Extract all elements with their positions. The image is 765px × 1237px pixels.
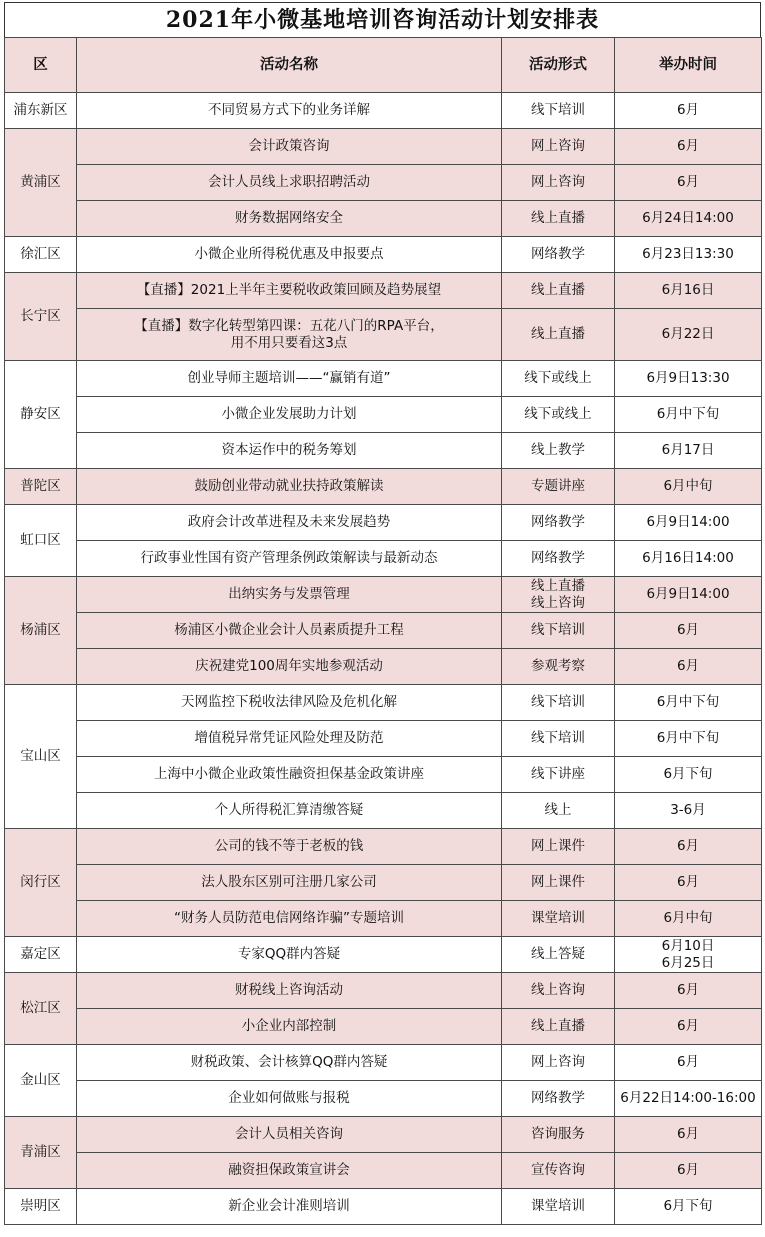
table-row [5,1045,762,1081]
activity-form-cell: 专题讲座 [502,469,615,505]
header-region: 区 [5,38,77,93]
activity-name-cell: 政府会计改革进程及未来发展趋势 [77,505,502,541]
activity-time-cell: 6月9日14:00 [615,577,762,613]
activity-name-cell: 【直播】数字化转型第四课：五花八门的RPA平台， 用不用只要看这3点 [77,309,502,361]
activity-name-cell: 天网监控下税收法律风险及危机化解 [77,685,502,721]
activity-name-cell: 【直播】2021上半年主要税收政策回顾及趋势展望 [77,273,502,309]
table-row [5,129,762,165]
activity-time-cell: 6月 [615,1045,762,1081]
activity-time-cell: 6月 [615,93,762,129]
header-activity-name: 活动名称 [77,38,502,93]
region-cell: 普陀区 [5,469,77,505]
activity-form-cell: 网络教学 [502,237,615,273]
region-cell: 虹口区 [5,505,77,577]
activity-time-cell: 6月9日13:30 [615,361,762,397]
activity-name-cell: 企业如何做账与报税 [77,1081,502,1117]
activity-form-cell: 线下培训 [502,93,615,129]
activity-time-cell: 3-6月 [615,793,762,829]
header-activity-form: 活动形式 [502,38,615,93]
activity-time-cell: 6月22日 [615,309,762,361]
activity-form-cell: 线上答疑 [502,937,615,973]
activity-name-cell: 鼓励创业带动就业扶持政策解读 [77,469,502,505]
table-body [5,93,762,1225]
table-row [5,685,762,721]
activity-name-cell: 公司的钱不等于老板的钱 [77,829,502,865]
region-cell: 闵行区 [5,829,77,937]
activity-form-cell: 宣传咨询 [502,1153,615,1189]
activity-name-cell: 创业导师主题培训——“赢销有道” [77,361,502,397]
table-row [5,1081,762,1117]
activity-name-cell: 杨浦区小微企业会计人员素质提升工程 [77,613,502,649]
activity-time-cell: 6月 [615,165,762,201]
region-cell: 宝山区 [5,685,77,829]
schedule-table [4,37,762,1225]
table-row [5,577,762,613]
activity-time-cell: 6月 [615,829,762,865]
activity-form-cell: 线下培训 [502,685,615,721]
activity-time-cell: 6月中旬 [615,469,762,505]
activity-form-cell: 网上咨询 [502,129,615,165]
table-row [5,93,762,129]
activity-name-cell: 财务数据网络安全 [77,201,502,237]
activity-name-cell: 个人所得税汇算清缴答疑 [77,793,502,829]
activity-name-cell: 新企业会计准则培训 [77,1189,502,1225]
activity-form-cell: 线下培训 [502,613,615,649]
activity-time-cell: 6月中下旬 [615,685,762,721]
activity-form-cell: 网络教学 [502,541,615,577]
table-row [5,165,762,201]
activity-form-cell: 线上咨询 [502,973,615,1009]
table-row [5,1009,762,1045]
activity-form-cell: 线上直播 [502,273,615,309]
activity-time-cell: 6月 [615,613,762,649]
sheet-title: 2021年小微基地培训咨询活动计划安排表 [4,2,761,37]
table-row [5,865,762,901]
table-row [5,201,762,237]
activity-name-cell: 资本运作中的税务筹划 [77,433,502,469]
header-time: 举办时间 [615,38,762,93]
activity-time-cell: 6月22日14:00-16:00 [615,1081,762,1117]
activity-time-cell: 6月 [615,973,762,1009]
activity-form-cell: 网上课件 [502,829,615,865]
table-row [5,309,762,361]
table-row [5,397,762,433]
activity-form-cell: 网络教学 [502,505,615,541]
activity-name-cell: 庆祝建党100周年实地参观活动 [77,649,502,685]
table-row [5,541,762,577]
table-row [5,361,762,397]
table-row [5,613,762,649]
activity-time-cell: 6月下旬 [615,1189,762,1225]
activity-form-cell: 网上课件 [502,865,615,901]
table-row [5,793,762,829]
activity-time-cell: 6月 [615,1117,762,1153]
activity-name-cell: “财务人员防范电信网络诈骗”专题培训 [77,901,502,937]
activity-form-cell: 课堂培训 [502,901,615,937]
table-row [5,1117,762,1153]
activity-time-cell: 6月9日14:00 [615,505,762,541]
activity-name-cell: 融资担保政策宣讲会 [77,1153,502,1189]
region-cell: 杨浦区 [5,577,77,685]
activity-form-cell: 线上教学 [502,433,615,469]
activity-form-cell: 线下讲座 [502,757,615,793]
region-cell: 青浦区 [5,1117,77,1189]
activity-time-cell: 6月24日14:00 [615,201,762,237]
activity-form-cell: 线下或线上 [502,361,615,397]
activity-name-cell: 上海中小微企业政策性融资担保基金政策讲座 [77,757,502,793]
activity-time-cell: 6月下旬 [615,757,762,793]
activity-time-cell: 6月10日 6月25日 [615,937,762,973]
activity-form-cell: 网络教学 [502,1081,615,1117]
activity-form-cell: 网上咨询 [502,1045,615,1081]
table-row [5,829,762,865]
activity-form-cell: 参观考察 [502,649,615,685]
activity-name-cell: 不同贸易方式下的业务详解 [77,93,502,129]
activity-name-cell: 财税线上咨询活动 [77,973,502,1009]
region-cell: 松江区 [5,973,77,1045]
region-cell: 黄浦区 [5,129,77,237]
table-row [5,901,762,937]
activity-form-cell: 线下或线上 [502,397,615,433]
table-row [5,721,762,757]
activity-time-cell: 6月16日14:00 [615,541,762,577]
activity-time-cell: 6月16日 [615,273,762,309]
activity-name-cell: 小微企业所得税优惠及申报要点 [77,237,502,273]
activity-form-cell: 课堂培训 [502,1189,615,1225]
activity-form-cell: 线下培训 [502,721,615,757]
activity-form-cell: 线上直播 线上咨询 [502,577,615,613]
activity-time-cell: 6月 [615,1153,762,1189]
table-row [5,757,762,793]
table-row [5,1189,762,1225]
region-cell: 嘉定区 [5,937,77,973]
table-row [5,237,762,273]
table-row [5,649,762,685]
region-cell: 长宁区 [5,273,77,361]
activity-name-cell: 会计人员线上求职招聘活动 [77,165,502,201]
activity-name-cell: 会计政策咨询 [77,129,502,165]
activity-time-cell: 6月 [615,129,762,165]
activity-time-cell: 6月中下旬 [615,397,762,433]
table-row [5,973,762,1009]
activity-name-cell: 会计人员相关咨询 [77,1117,502,1153]
activity-time-cell: 6月 [615,865,762,901]
activity-form-cell: 咨询服务 [502,1117,615,1153]
table-row [5,273,762,309]
activity-name-cell: 法人股东区别可注册几家公司 [77,865,502,901]
activity-name-cell: 专家QQ群内答疑 [77,937,502,973]
activity-time-cell: 6月 [615,1009,762,1045]
table-header-row [5,38,762,93]
activity-name-cell: 出纳实务与发票管理 [77,577,502,613]
activity-time-cell: 6月 [615,649,762,685]
region-cell: 金山区 [5,1045,77,1117]
activity-name-cell: 增值税异常凭证风险处理及防范 [77,721,502,757]
activity-name-cell: 小微企业发展助力计划 [77,397,502,433]
activity-form-cell: 线上直播 [502,201,615,237]
table-row [5,937,762,973]
activity-form-cell: 网上咨询 [502,165,615,201]
activity-form-cell: 线上 [502,793,615,829]
table-row [5,433,762,469]
table-row [5,469,762,505]
activity-time-cell: 6月中下旬 [615,721,762,757]
table-row [5,505,762,541]
activity-time-cell: 6月23日13:30 [615,237,762,273]
table-row [5,1153,762,1189]
region-cell: 浦东新区 [5,93,77,129]
activity-name-cell: 财税政策、会计核算QQ群内答疑 [77,1045,502,1081]
activity-form-cell: 线上直播 [502,1009,615,1045]
activity-name-cell: 行政事业性国有资产管理条例政策解读与最新动态 [77,541,502,577]
activity-time-cell: 6月17日 [615,433,762,469]
schedule-sheet [4,2,761,1225]
region-cell: 徐汇区 [5,237,77,273]
activity-name-cell: 小企业内部控制 [77,1009,502,1045]
activity-time-cell: 6月中旬 [615,901,762,937]
activity-form-cell: 线上直播 [502,309,615,361]
region-cell: 静安区 [5,361,77,469]
region-cell: 崇明区 [5,1189,77,1225]
